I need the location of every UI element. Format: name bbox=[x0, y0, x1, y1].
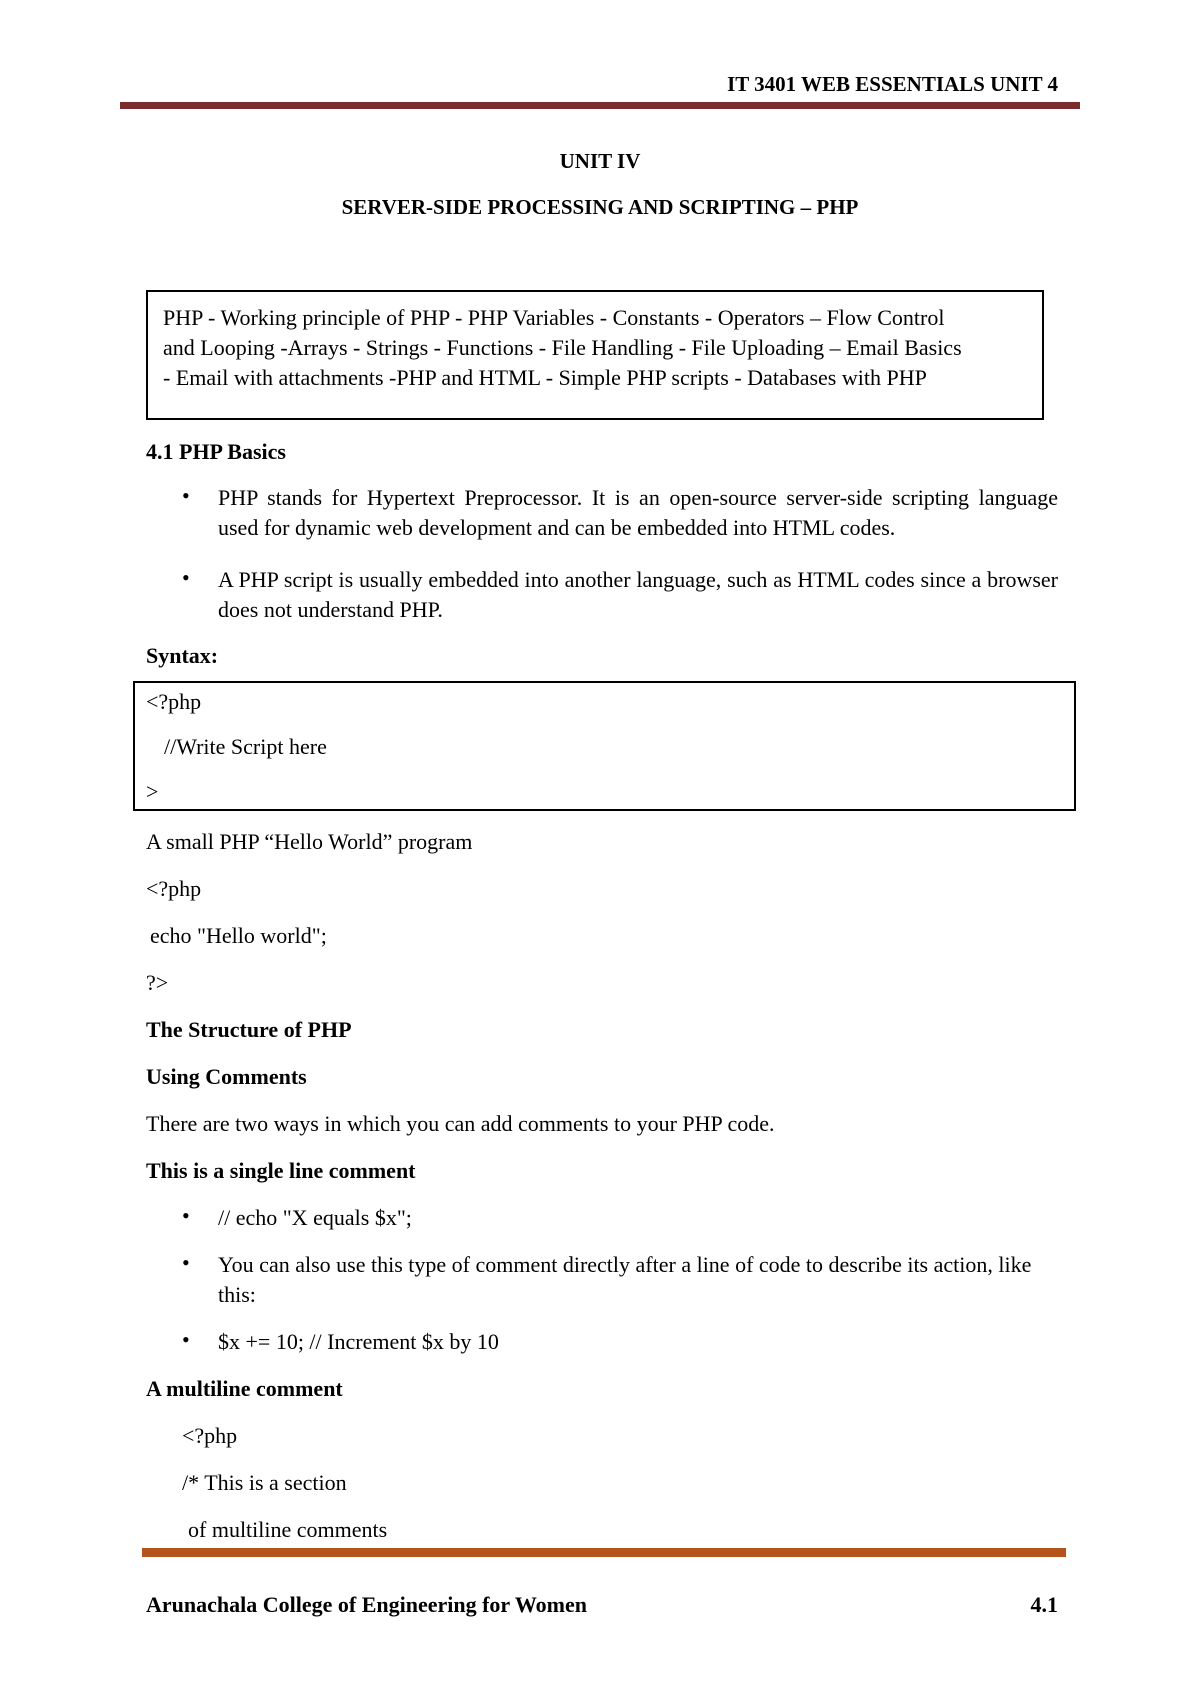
comment-bullet-2: You can also use this type of comment directly after a line of code to describe its action, like this: bbox=[218, 1252, 1032, 1307]
syntax-line-2: //Write Script here bbox=[164, 734, 327, 759]
footer-rule bbox=[142, 1548, 1066, 1557]
syntax-line-3: > bbox=[146, 779, 159, 804]
topics-line-1: PHP - Working principle of PHP - PHP Variables - Constants - Operators – Flow Control bbox=[163, 305, 945, 330]
bullet-icon: • bbox=[182, 1203, 190, 1228]
comments-intro: There are two ways in which you can add comments to your PHP code. bbox=[146, 1111, 775, 1136]
unit-title: UNIT IV bbox=[559, 149, 641, 173]
topics-line-3: - Email with attachments -PHP and HTML - Simple PHP scripts - Databases with PHP bbox=[163, 365, 927, 390]
comment-bullet-1: // echo "X equals $x"; bbox=[218, 1205, 412, 1230]
bullet-icon: • bbox=[182, 1250, 190, 1275]
unit-subtitle: SERVER-SIDE PROCESSING AND SCRIPTING – PHP bbox=[341, 195, 859, 219]
header-course: IT 3401 WEB ESSENTIALS UNIT 4 bbox=[727, 72, 1058, 96]
hello-line-3: ?> bbox=[146, 970, 169, 995]
single-line-heading: This is a single line comment bbox=[146, 1158, 416, 1183]
structure-heading: The Structure of PHP bbox=[146, 1017, 352, 1042]
multiline-line-1: <?php bbox=[182, 1423, 238, 1448]
page-number: 4.1 bbox=[1030, 1592, 1058, 1617]
syntax-box bbox=[133, 681, 1076, 811]
bullet-text-2: A PHP script is usually embedded into another language, such as HTML codes since a browser does not understand PHP. bbox=[218, 567, 1058, 622]
hello-line-2: echo "Hello world"; bbox=[150, 923, 327, 948]
topics-box bbox=[146, 290, 1044, 420]
syntax-label: Syntax: bbox=[146, 643, 219, 668]
syntax-line-1: <?php bbox=[146, 689, 202, 714]
comment-bullet-3: $x += 10; // Increment $x by 10 bbox=[218, 1329, 499, 1354]
multiline-line-2: /* This is a section bbox=[182, 1470, 347, 1495]
topics-line-2: and Looping -Arrays - Strings - Functions - File Handling - File Uploading – Email Basics bbox=[163, 335, 962, 360]
bullet-icon: • bbox=[182, 565, 190, 590]
comments-heading: Using Comments bbox=[146, 1064, 307, 1089]
bullet-icon: • bbox=[182, 1327, 190, 1352]
hello-line-1: <?php bbox=[146, 876, 202, 901]
header-rule bbox=[120, 102, 1080, 109]
multiline-heading: A multiline comment bbox=[146, 1376, 343, 1401]
section-heading: 4.1 PHP Basics bbox=[146, 439, 286, 464]
bullet-text-1: PHP stands for Hypertext Preprocessor. It is an open-source server-side scripting language used for dynamic web development and can be embedded into HTML codes. bbox=[218, 485, 1058, 540]
multiline-line-3: of multiline comments bbox=[188, 1517, 388, 1542]
bullet-icon: • bbox=[182, 483, 190, 508]
hello-intro: A small PHP “Hello World” program bbox=[146, 829, 473, 854]
footer-college: Arunachala College of Engineering for Women bbox=[146, 1592, 588, 1617]
